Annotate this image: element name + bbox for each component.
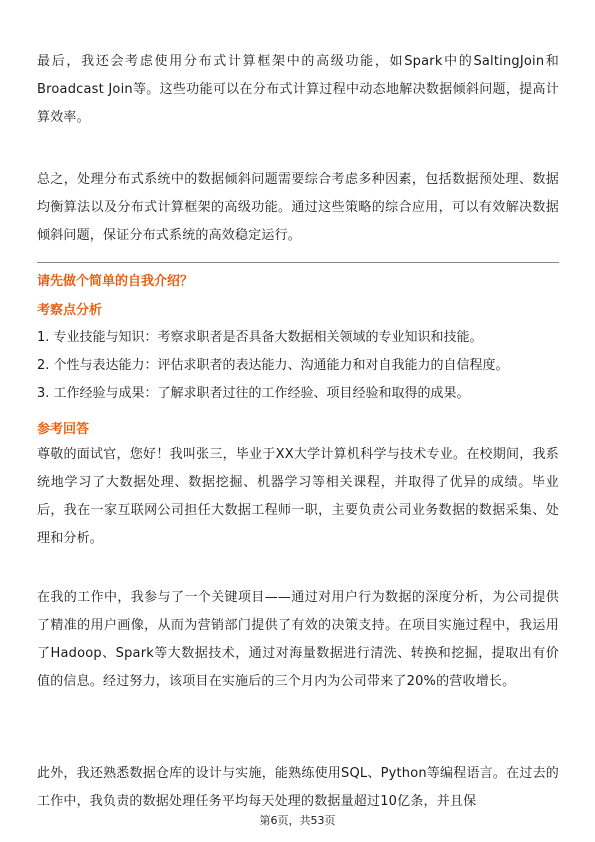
paragraph-summary: 总之，处理分布式系统中的数据倾斜问题需要综合考虑多种因素，包括数据预处理、数据均衡算法以及分布式计算框架的高级功能。通过这些策略的综合应用，可以有效解决数据倾斜问题，保证分布式系统的高效稳定运行。 <box>37 172 559 243</box>
analysis-item: 2. 个性与表达能力：评估求职者的表达能力、沟通能力和对自我能力的自信程度。 <box>37 358 509 373</box>
paragraph-conclusion-advanced-features: 最后，我还会考虑使用分布式计算框架中的高级功能，如Spark中的SaltingJoin和Broadcast Join等。这些功能可以在分布式计算过程中动态地解决数据倾斜问题，提高计算效率。 <box>37 54 559 125</box>
answer-label: 参考回答 <box>37 422 90 437</box>
section-divider <box>37 262 559 263</box>
analysis-label: 考察点分析 <box>37 303 103 318</box>
page-number-footer: 第6页，共53页 <box>259 814 336 827</box>
answer-paragraph-skills: 此外，我还熟悉数据仓库的设计与实施，能熟练使用SQL、Python等编程语言。在过去的工作中，我负责的数据处理任务平均每天处理的数据量超过10亿条，并且保 <box>37 766 559 809</box>
question-heading: 请先做个简单的自我介绍？ <box>37 274 194 289</box>
analysis-item: 3. 工作经验与成果：了解求职者过往的工作经验、项目经验和取得的成果。 <box>37 386 470 401</box>
answer-paragraph-intro: 尊敬的面试官，您好！我叫张三，毕业于XX大学计算机科学与技术专业。在校期间，我系统地学习了大数据处理、数据挖掘、机器学习等相关课程，并取得了优异的成绩。毕业后，我在一家互联网公司担任大数据工程师一职，主要负责公司业务数据的数据采集、处理和分析。 <box>37 447 559 546</box>
analysis-item: 1. 专业技能与知识：考察求职者是否具备大数据相关领域的专业知识和技能。 <box>37 330 483 345</box>
answer-paragraph-project: 在我的工作中，我参与了一个关键项目——通过对用户行为数据的深度分析，为公司提供了精准的用户画像，从而为营销部门提供了有效的决策支持。在项目实施过程中，我运用了Hadoop、Spark等大数据技术，通过对海量数据进行清洗、转换和挖掘，提取出有价值的信息。经过努力，该项目在实施后的三个月内为公司带来了20%的营收增长。 <box>37 590 559 689</box>
